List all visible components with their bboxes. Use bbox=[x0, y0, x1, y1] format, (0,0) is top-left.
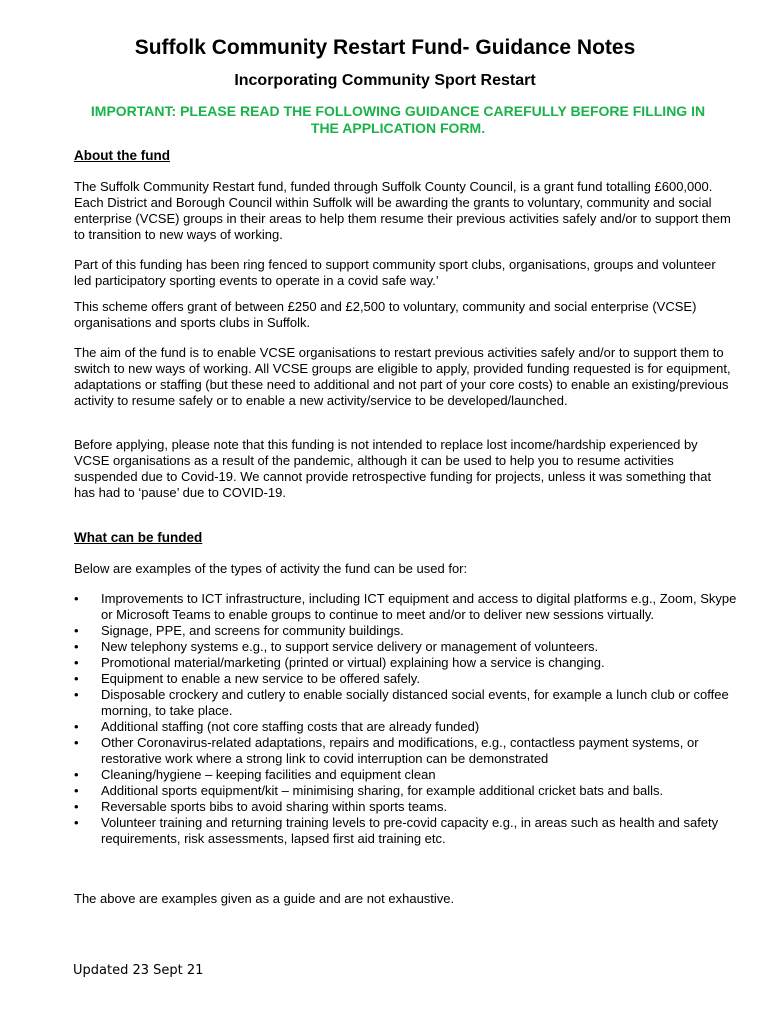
page-subtitle: Incorporating Community Sport Restart bbox=[234, 72, 536, 89]
important-notice: IMPORTANT: PLEASE READ THE FOLLOWING GUIDANCE CAREFULLY BEFORE FILLING IN THE APPLICATION FORM. bbox=[90, 103, 706, 136]
list-item-text: Other Coronavirus-related adaptations, repairs and modifications, e.g., contactless payment systems, or restorative work where a strong link to covid interruption can be demonstrated bbox=[101, 735, 699, 766]
funded-items-list bbox=[74, 591, 744, 847]
bullet-icon: • bbox=[74, 623, 79, 638]
about-paragraph-1: The Suffolk Community Restart fund, funded through Suffolk County Council, is a grant fund totalling £600,000. Each District and Borough Council within Suffolk will be awarding the grants to voluntary, community and social enterprise (VCSE) groups in their areas to help them resume their previous activities safely and/or to support them to transition to new ways of working. bbox=[74, 179, 731, 242]
about-paragraph-2: Part of this funding has been ring fenced to support community sport clubs, organisations, groups and volunteer led participatory sporting events to operate in a covid safe way.’ bbox=[74, 257, 716, 288]
bullet-icon: • bbox=[74, 783, 79, 798]
bullet-icon: • bbox=[74, 591, 79, 606]
list-item bbox=[74, 655, 744, 671]
bullet-icon: • bbox=[74, 735, 79, 750]
list-item-text: Improvements to ICT infrastructure, including ICT equipment and access to digital platforms e.g., Zoom, Skype or Microsoft Teams to enable groups to continue to meet and/or to deliver new sessions virtually. bbox=[101, 591, 737, 622]
bullet-icon: • bbox=[74, 671, 79, 686]
list-item-text: Reversable sports bibs to avoid sharing within sports teams. bbox=[101, 799, 448, 814]
list-item-text: Signage, PPE, and screens for community buildings. bbox=[101, 623, 404, 638]
list-item bbox=[74, 623, 744, 639]
list-item-text: Volunteer training and returning training levels to pre-covid capacity e.g., in areas such as health and safety requirements, risk assessments, lapsed first aid training etc. bbox=[101, 815, 719, 846]
funded-intro: Below are examples of the types of activity the fund can be used for: bbox=[74, 561, 468, 576]
bullet-icon: • bbox=[74, 639, 79, 654]
list-item bbox=[74, 639, 744, 655]
bullet-icon: • bbox=[74, 767, 79, 782]
about-heading: About the fund bbox=[74, 148, 170, 163]
bullet-icon: • bbox=[74, 799, 79, 814]
list-item-text: Additional sports equipment/kit – minimising sharing, for example additional cricket bats and balls. bbox=[101, 783, 664, 798]
list-item bbox=[74, 735, 744, 767]
funded-heading: What can be funded bbox=[74, 530, 203, 545]
list-item-text: Cleaning/hygiene – keeping facilities and equipment clean bbox=[101, 767, 436, 782]
bullet-icon: • bbox=[74, 815, 79, 830]
list-item-text: New telephony systems e.g., to support service delivery or management of volunteers. bbox=[101, 639, 599, 654]
list-item bbox=[74, 767, 744, 783]
list-item-text: Disposable crockery and cutlery to enable socially distanced social events, for example a lunch club or coffee morning, to take place. bbox=[101, 687, 729, 718]
footer-updated-date: Updated 23 Sept 21 bbox=[73, 963, 204, 978]
list-item bbox=[74, 783, 744, 799]
list-item-text: Additional staffing (not core staffing costs that are already funded) bbox=[101, 719, 480, 734]
list-item bbox=[74, 815, 744, 847]
bullet-icon: • bbox=[74, 655, 79, 670]
page-title: Suffolk Community Restart Fund- Guidance Notes bbox=[134, 36, 636, 59]
about-paragraph-3: This scheme offers grant of between £250 and £2,500 to voluntary, community and social enterprise (VCSE) organisations and sports clubs in Suffolk. bbox=[74, 299, 697, 330]
about-paragraph-5: Before applying, please note that this funding is not intended to replace lost income/hardship experienced by VCSE organisations as a result of the pandemic, although it can be used to help you to resume activities suspended due to Covid-19. We cannot provide retrospective funding for projects, unless it was something that has had to ‘pause’ due to COVID-19. bbox=[74, 437, 712, 500]
list-item bbox=[74, 799, 744, 815]
list-item bbox=[74, 671, 744, 687]
closing-note: The above are examples given as a guide and are not exhaustive. bbox=[74, 891, 455, 906]
about-paragraph-4: The aim of the fund is to enable VCSE organisations to restart previous activities safely and/or to support them to switch to new ways of working. All VCSE groups are eligible to apply, provided funding requested is for equipment, adaptations or staffing (but these need to additional and not part of your core costs) to enable an existing/previous activity to resume safely or to enable a new activity/service to be developed/launched. bbox=[74, 345, 731, 408]
list-item bbox=[74, 591, 744, 623]
bullet-icon: • bbox=[74, 687, 79, 702]
list-item-text: Equipment to enable a new service to be offered safely. bbox=[101, 671, 420, 686]
bullet-icon: • bbox=[74, 719, 79, 734]
list-item bbox=[74, 687, 744, 719]
list-item bbox=[74, 719, 744, 735]
list-item-text: Promotional material/marketing (printed or virtual) explaining how a service is changing. bbox=[101, 655, 605, 670]
